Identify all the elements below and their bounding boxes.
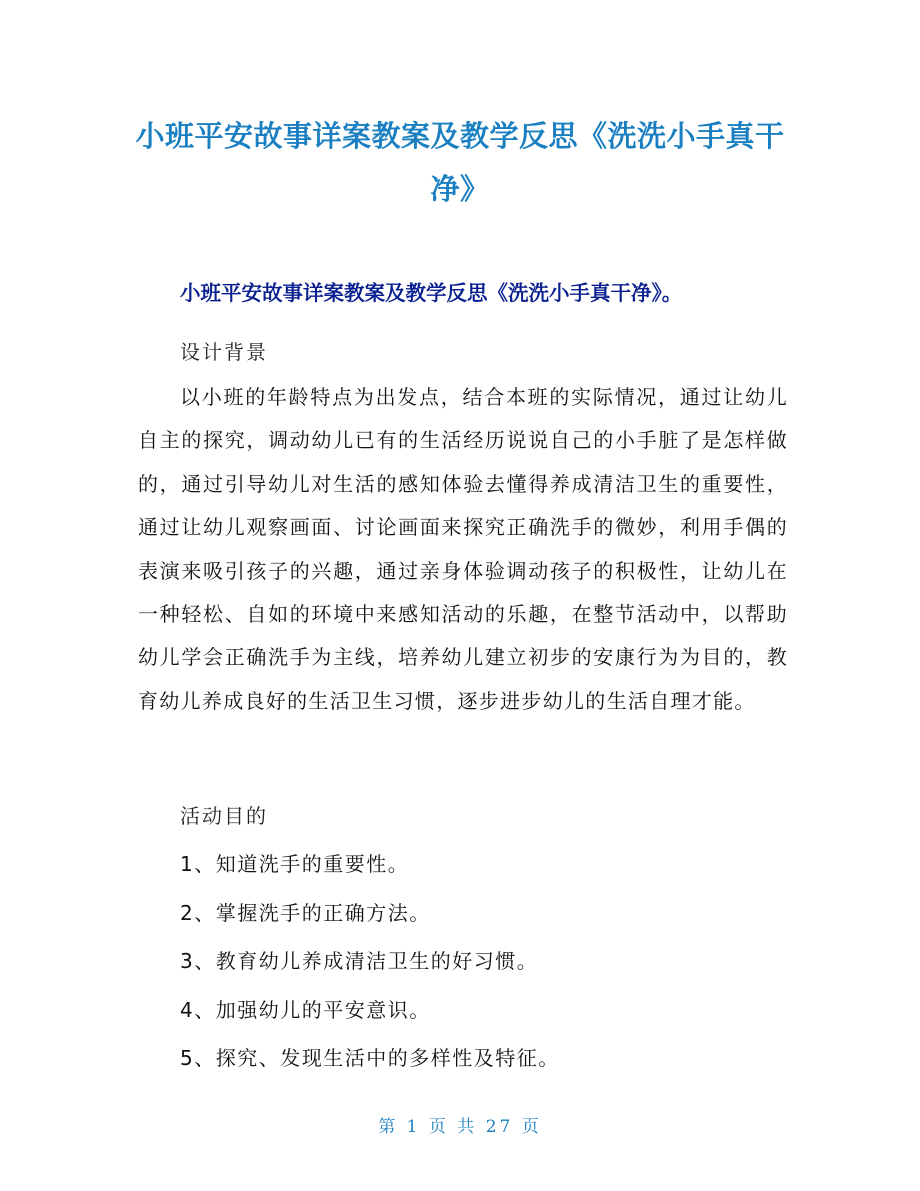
goals-heading: 活动目的 bbox=[180, 804, 268, 828]
goals-list bbox=[180, 840, 560, 1083]
background-heading: 设计背景 bbox=[180, 340, 268, 364]
background-paragraph: 以小班的年龄特点为出发点，结合本班的实际情况，通过让幼儿自主的探究，调动幼儿已有的生活经历说说自己的小手脏了是怎样做的，通过引导幼儿对生活的感知体验去懂得养成清洁卫生的重要性，通过让幼儿观察画面、讨论画面来探究正确洗手的微妙，利用手偶的表演来吸引孩子的兴趣，通过亲身体验调动孩子的积极性，让幼儿在一种轻松、自如的环境中来感知活动的乐趣，在整节活动中，以帮助幼儿学会正确洗手为主线，培养幼儿建立初步的安康行为为目的，教育幼儿养成良好的生活卫生习惯，逐步进步幼儿的生活自理才能。 bbox=[138, 385, 788, 713]
document-title: 小班平安故事详案教案及教学反思《洗洗小手真干净》 bbox=[135, 119, 785, 206]
goal-item: 2、掌握洗手的正确方法。 bbox=[180, 900, 431, 925]
goal-item: 5、探究、发现生活中的多样性及特征。 bbox=[180, 1046, 560, 1070]
document-subtitle: 小班平安故事详案教案及教学反思《洗洗小手真干净》。 bbox=[180, 281, 683, 305]
goal-item: 4、加强幼儿的平安意识。 bbox=[180, 997, 431, 1022]
goal-item: 3、教育幼儿养成清洁卫生的好习惯。 bbox=[180, 949, 539, 973]
page-number-footer: 第 1 页 共 27 页 bbox=[378, 1117, 542, 1137]
goal-item: 1、知道洗手的重要性。 bbox=[180, 852, 410, 876]
